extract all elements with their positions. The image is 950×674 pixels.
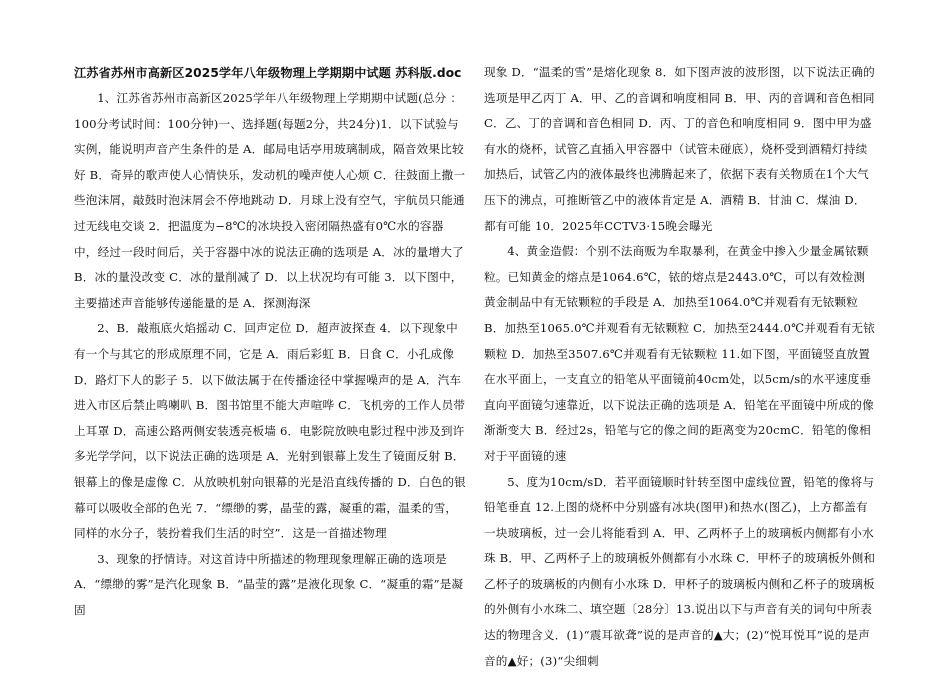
left-column [74, 60, 466, 623]
paragraph-3: 3、现象的抒情诗。对这首诗中所描述的物理现象理解正确的选项是 A．“缥缈的雾”是汽化现象 B．“晶莹的露”是液化现象 C．“凝重的霜”是凝固 [74, 547, 466, 624]
paragraph-1: 1、江苏省苏州市高新区2025学年八年级物理上学期期中试题(总分 ：100分考试时间：100分钟)一、选择题(每题2分，共24分)1．以下试验与实例，能说明声音产生条件的是 A．邮局电话亭用玻璃制成，隔音效果比较好 B．奇异的歌声使人心情快乐，发动机的噪声使人心烦 C．往鼓面上撒一些泡沫屑，敲鼓时泡沫屑会不停地跳动 D．月球上没有空气，宇航员只能通过无线电交谈 2．把温度为−8℃的冰块投入密闭隔热盛有0℃水的容器中，经过一段时间后，关于容器中冰的说法正确的选项是 A．冰的量增大了 B．冰的量没改变 C．冰的量削减了 D．以上状况均有可能 3．以下图中，主要描述声音能够传递能量的是 A．探测海深 [74, 86, 466, 316]
paragraph-4: 4、黄金造假：个别不法商贩为牟取暴利，在黄金中掺入少量金属铱颗粒。已知黄金的熔点是1064.6℃，铱的熔点是2443.0℃，可以有效检测黄金制品中有无铱颗粒的手段是 A．加热至1064.0℃并观看有无铱颗粒 B．加热至1065.0℃并观看有无铱颗粒 C．加热至2444.0℃并观看有无铱颗粒 D．加热至3507.6℃并观看有无铱颗粒 11.如下图，平面镜竖直放置在水平面上，一支直立的铅笔从平面镜前40cm处，以5cm/s的水平速度垂直向平面镜匀速靠近，以下说法正确的选项是 A．铅笔在平面镜中所成的像渐渐变大 B．经过2s，铅笔与它的像之间的距离变为20cmC．铅笔的像相对于平面镜的速 [484, 239, 876, 469]
document-title: 江苏省苏州市高新区2025学年八年级物理上学期期中试题 苏科版.doc [74, 60, 466, 86]
paragraph-5: 5、度为10cm/sD．若平面镜顺时针转至图中虚线位置，铅笔的像将与铅笔垂直 12.上图的烧杯中分别盛有冰块(图甲)和热水(图乙)，上方都盖有一块玻璃板，过一会儿将能看到 A．甲、乙两杯子上的玻璃板内侧都有小水珠 B．甲、乙两杯子上的玻璃板外侧都有小水珠 C．甲杯子的玻璃板外侧和乙杯子的玻璃板的内侧有小水珠 D．甲杯子的玻璃板内侧和乙杯子的玻璃板的外侧有小水珠二、填空题〔28分〕13.说出以下与声音有关的词句中所表达的物理含义．(1)“震耳欲聋”说的是声音的▲大；(2)“悦耳悦耳”说的是声音的▲好；(3)“尖细刺 [484, 470, 876, 674]
right-column [484, 60, 876, 674]
paragraph-continued: 现象 D．“温柔的雪”是熔化现象 8．如下图声波的波形图，以下说法正确的选项是甲乙丙丁 A．甲、乙的音调和响度相同 B．甲、丙的音调和音色相同 C．乙、丁的音调和音色相同 D．丙、丁的音色和响度相同 9．图中甲为盛有水的烧杯，试管乙直插入甲容器中（试管未碰底），烧杯受到酒精灯持续加热后，试管乙内的液体最终也沸腾起来了，依据下表有关物质在1个大气压下的沸点，可推断管乙中的液体肯定是 A．酒精 B．甘油 C．煤油 D．都有可能 10．2025年CCTV3·15晚会曝光 [484, 60, 876, 239]
paragraph-2: 2、B．敲瓶底火焰摇动 C．回声定位 D．超声波探查 4．以下现象中有一个与其它的形成原理不同，它是 A．雨后彩虹 B．日食 C．小孔成像 D．路灯下人的影子 5．以下做法属于在传播途径中掌握噪声的是 A．汽车进入市区后禁止鸣喇叭 B．图书馆里不能大声喧哗 C．飞机旁的工作人员带上耳罩 D．高速公路两侧安装透亮板墙 6．电影院放映电影过程中涉及到许多光学学问，以下说法正确的选项是 A．光射到银幕上发生了镜面反射 B．银幕上的像是虚像 C．从放映机射向银幕的光是沿直线传播的 D．白色的银幕可以吸收全部的色光 7．“缥缈的雾，晶莹的露，凝重的霜，温柔的雪，同样的水分子，装扮着我们生活的时空”．这是一首描述物理 [74, 316, 466, 546]
